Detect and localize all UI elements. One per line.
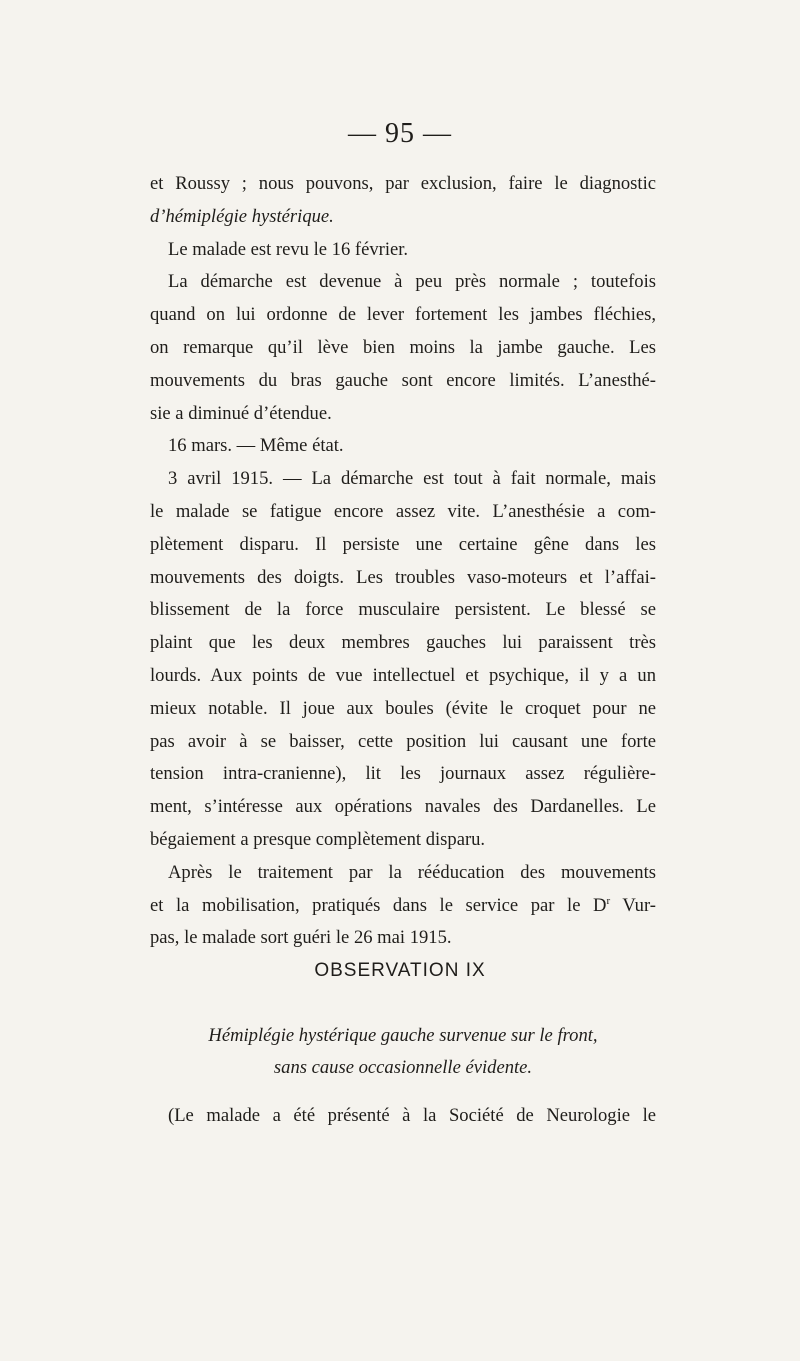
final-text: [150, 1100, 656, 1133]
body-text: [150, 168, 656, 955]
text-line: pas avoir à se baisser, cette position lui causant une forte: [150, 730, 656, 752]
text-line: plaint que les deux membres gauches lui paraissent très: [150, 632, 656, 654]
text-line: lourds. Aux points de vue intellectuel et psychique, il y a un: [150, 664, 656, 686]
text-line: et Roussy ; nous pouvons, par exclusion, faire le diagnostic: [150, 173, 656, 194]
text-line: sie a diminué d’étendue.: [150, 402, 332, 424]
text-line: tension intra-cranienne), lit les journaux assez régulière-: [150, 763, 656, 785]
text-line-with-sup: [150, 890, 656, 923]
text-line: quand on lui ordonne de lever fortement les jambes fléchies,: [150, 304, 656, 326]
text-line: mouvements des doigts. Les troubles vaso-moteurs et l’affai-: [150, 566, 656, 588]
text-line: Après le traitement par la rééducation des mouvements: [168, 861, 656, 883]
text-line: Le malade est revu le 16 février.: [168, 238, 409, 260]
superscript: r: [606, 894, 611, 907]
text-line: mouvements du bras gauche sont encore limités. L’anesthé-: [150, 369, 656, 391]
text-line: ment, s’intéresse aux opérations navales des Dardanelles. Le: [150, 796, 656, 818]
text-line: bégaiement a presque complètement disparu.: [150, 828, 486, 850]
text-line: pas, le malade sort guéri le 26 mai 1915.: [150, 927, 452, 949]
text-line: La démarche est devenue à peu près normale ; toutefois: [168, 271, 656, 293]
text-fragment: et la mobilisation, pratiqués dans le service par le D: [150, 894, 607, 916]
diagnosis-italic: d’hémiplégie hystérique.: [150, 205, 334, 227]
subtitle-line: Hémiplégie hystérique gauche survenue sur le front,: [208, 1025, 598, 1046]
text-line: 16 mars. — Même état.: [168, 435, 344, 457]
observation-subtitle: [150, 1020, 656, 1084]
text-fragment: Vur-: [610, 894, 656, 916]
text-line: 3 avril 1915. — La démarche est tout à fait normale, mais: [168, 468, 656, 490]
text-line: on remarque qu’il lève bien moins la jambe gauche. Les: [150, 336, 656, 358]
text-line: (Le malade a été présenté à la Société de Neurologie le: [168, 1105, 656, 1126]
text-line: le malade se fatigue encore assez vite. L’anesthésie a com-: [150, 500, 656, 522]
text-line: mieux notable. Il joue aux boules (évite le croquet pour ne: [150, 697, 656, 719]
subtitle-line: sans cause occasionnelle évidente.: [273, 1057, 533, 1078]
text-line: blissement de la force musculaire persistent. Le blessé se: [150, 599, 656, 621]
page-number: — 95 —: [348, 118, 452, 149]
text-line: plètement disparu. Il persiste une certaine gêne dans les: [150, 533, 656, 555]
observation-heading: OBSERVATION IX: [314, 960, 486, 981]
